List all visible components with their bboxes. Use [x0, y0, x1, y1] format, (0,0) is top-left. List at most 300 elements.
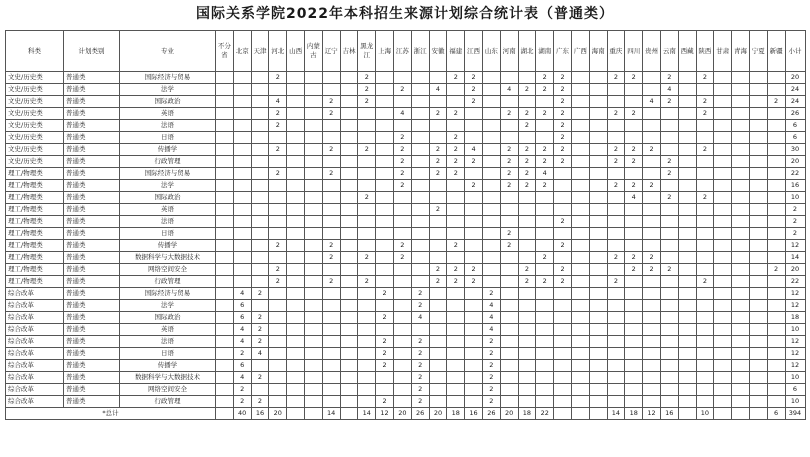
- cell-quota: [714, 348, 732, 360]
- cell-major: 行政管理: [120, 156, 216, 168]
- cell-quota: [429, 228, 447, 240]
- cell-quota: [393, 348, 411, 360]
- cell-quota: [589, 168, 607, 180]
- cell-quota: [376, 204, 394, 216]
- cell-quota: [465, 192, 483, 204]
- cell-quota: [482, 84, 500, 96]
- cell-quota: [678, 312, 696, 324]
- cell-quota: [589, 300, 607, 312]
- cell-subject: 文史/历史类: [6, 156, 64, 168]
- cell-quota: [678, 396, 696, 408]
- cell-quota: [322, 180, 340, 192]
- cell-quota: [304, 384, 322, 396]
- cell-quota: [358, 396, 376, 408]
- cell-quota: [233, 276, 251, 288]
- cell-quota: 2: [696, 276, 714, 288]
- cell-quota: [500, 252, 518, 264]
- cell-quota: [536, 96, 554, 108]
- cell-quota: 2: [482, 360, 500, 372]
- cell-quota: [660, 384, 678, 396]
- cell-quota: [233, 144, 251, 156]
- cell-quota: [322, 324, 340, 336]
- cell-quota: 2: [518, 180, 536, 192]
- cell-quota: [767, 180, 785, 192]
- cell-quota: [660, 300, 678, 312]
- cell-subject: 综合改革: [6, 372, 64, 384]
- cell-quota: 2: [447, 240, 465, 252]
- cell-quota: [732, 108, 750, 120]
- cell-quota: [340, 384, 358, 396]
- cell-quota: [447, 312, 465, 324]
- cell-quota: [767, 252, 785, 264]
- total-cell: 20: [393, 408, 411, 420]
- cell-quota: 2: [607, 180, 625, 192]
- cell-quota: [287, 372, 305, 384]
- cell-quota: [287, 324, 305, 336]
- total-cell: 22: [536, 408, 554, 420]
- table-row: [6, 168, 806, 180]
- cell-quota: [714, 192, 732, 204]
- cell-quota: [322, 192, 340, 204]
- cell-quota: [660, 348, 678, 360]
- table-row: [6, 276, 806, 288]
- cell-quota: 2: [518, 108, 536, 120]
- cell-quota: [625, 120, 643, 132]
- cell-quota: [589, 396, 607, 408]
- cell-quota: [216, 348, 234, 360]
- grand-total: 394: [785, 408, 805, 420]
- cell-quota: 4: [482, 300, 500, 312]
- cell-quota: [304, 96, 322, 108]
- cell-quota: [554, 396, 572, 408]
- cell-subtotal: 12: [785, 300, 805, 312]
- cell-quota: [536, 240, 554, 252]
- cell-quota: 2: [251, 312, 269, 324]
- cell-quota: 4: [625, 192, 643, 204]
- cell-quota: [216, 252, 234, 264]
- total-cell: [340, 408, 358, 420]
- cell-quota: [287, 240, 305, 252]
- cell-quota: [411, 120, 429, 132]
- cell-major: 行政管理: [120, 276, 216, 288]
- header-province: 新疆: [767, 31, 785, 72]
- header-province: 山东: [482, 31, 500, 72]
- cell-quota: 2: [482, 288, 500, 300]
- cell-quota: [304, 228, 322, 240]
- cell-quota: 2: [269, 72, 287, 84]
- cell-plan-type: 普通类: [64, 348, 120, 360]
- cell-quota: [625, 288, 643, 300]
- cell-quota: [696, 240, 714, 252]
- cell-quota: [376, 264, 394, 276]
- cell-quota: [660, 396, 678, 408]
- cell-plan-type: 普通类: [64, 372, 120, 384]
- cell-quota: [767, 204, 785, 216]
- cell-quota: 2: [233, 348, 251, 360]
- cell-quota: [678, 300, 696, 312]
- cell-quota: [233, 108, 251, 120]
- cell-quota: 4: [500, 84, 518, 96]
- cell-quota: [287, 348, 305, 360]
- cell-quota: [216, 168, 234, 180]
- cell-quota: [678, 108, 696, 120]
- cell-quota: [304, 168, 322, 180]
- cell-quota: [607, 84, 625, 96]
- cell-quota: [589, 264, 607, 276]
- table-row: [6, 228, 806, 240]
- table-row: [6, 252, 806, 264]
- cell-quota: [376, 240, 394, 252]
- cell-major: 英语: [120, 204, 216, 216]
- cell-quota: [465, 336, 483, 348]
- cell-subject: 理工/物理类: [6, 276, 64, 288]
- cell-subtotal: 2: [785, 228, 805, 240]
- cell-quota: [767, 360, 785, 372]
- cell-quota: 4: [482, 324, 500, 336]
- cell-quota: 2: [465, 156, 483, 168]
- cell-quota: [732, 96, 750, 108]
- cell-quota: [429, 300, 447, 312]
- total-row: [6, 408, 806, 420]
- cell-quota: [269, 228, 287, 240]
- cell-quota: [678, 144, 696, 156]
- header-province: 吉林: [340, 31, 358, 72]
- cell-quota: [660, 216, 678, 228]
- cell-quota: [429, 372, 447, 384]
- cell-quota: [714, 132, 732, 144]
- cell-quota: [732, 336, 750, 348]
- cell-quota: [643, 168, 661, 180]
- cell-quota: [393, 372, 411, 384]
- cell-subtotal: 6: [785, 384, 805, 396]
- cell-quota: [500, 96, 518, 108]
- cell-quota: [393, 72, 411, 84]
- cell-quota: [340, 72, 358, 84]
- cell-subject: 理工/物理类: [6, 240, 64, 252]
- cell-quota: [536, 228, 554, 240]
- cell-quota: [447, 396, 465, 408]
- total-cell: [571, 408, 589, 420]
- table-row: [6, 240, 806, 252]
- cell-quota: [411, 156, 429, 168]
- header-province: 黑龙江: [358, 31, 376, 72]
- cell-quota: [340, 192, 358, 204]
- cell-quota: 2: [233, 396, 251, 408]
- cell-quota: [376, 252, 394, 264]
- cell-quota: 2: [393, 180, 411, 192]
- cell-quota: [340, 180, 358, 192]
- cell-quota: 2: [429, 144, 447, 156]
- cell-plan-type: 普通类: [64, 396, 120, 408]
- cell-subject: 综合改革: [6, 384, 64, 396]
- cell-quota: [358, 300, 376, 312]
- cell-quota: [571, 72, 589, 84]
- cell-quota: 2: [660, 168, 678, 180]
- cell-quota: [749, 132, 767, 144]
- header-province: 陕西: [696, 31, 714, 72]
- cell-quota: [482, 276, 500, 288]
- total-cell: 18: [447, 408, 465, 420]
- cell-quota: [251, 84, 269, 96]
- cell-quota: [518, 360, 536, 372]
- cell-quota: [287, 360, 305, 372]
- cell-quota: [322, 348, 340, 360]
- cell-quota: [607, 348, 625, 360]
- cell-quota: [607, 132, 625, 144]
- cell-subtotal: 22: [785, 276, 805, 288]
- cell-quota: [571, 372, 589, 384]
- cell-quota: [696, 228, 714, 240]
- cell-major: 国际政治: [120, 192, 216, 204]
- cell-quota: [500, 132, 518, 144]
- cell-quota: [287, 204, 305, 216]
- cell-quota: [358, 288, 376, 300]
- cell-quota: 2: [536, 84, 554, 96]
- cell-quota: [251, 108, 269, 120]
- cell-quota: [678, 120, 696, 132]
- cell-quota: [714, 288, 732, 300]
- cell-quota: 2: [429, 168, 447, 180]
- cell-quota: [696, 156, 714, 168]
- cell-quota: [571, 324, 589, 336]
- cell-quota: [749, 204, 767, 216]
- cell-quota: [429, 72, 447, 84]
- cell-quota: [554, 204, 572, 216]
- cell-quota: [358, 324, 376, 336]
- cell-quota: [482, 204, 500, 216]
- cell-quota: [216, 156, 234, 168]
- cell-quota: [714, 360, 732, 372]
- cell-quota: [678, 264, 696, 276]
- cell-quota: [216, 240, 234, 252]
- cell-quota: [518, 384, 536, 396]
- cell-quota: [500, 276, 518, 288]
- cell-quota: 2: [500, 240, 518, 252]
- cell-quota: 2: [447, 156, 465, 168]
- cell-quota: [429, 216, 447, 228]
- cell-quota: [536, 120, 554, 132]
- cell-quota: [216, 264, 234, 276]
- cell-quota: [589, 132, 607, 144]
- cell-quota: [465, 240, 483, 252]
- total-cell: 14: [322, 408, 340, 420]
- cell-quota: [696, 300, 714, 312]
- cell-quota: [607, 96, 625, 108]
- cell-quota: [571, 396, 589, 408]
- cell-quota: [358, 336, 376, 348]
- cell-quota: [340, 336, 358, 348]
- cell-quota: [749, 120, 767, 132]
- cell-quota: [678, 216, 696, 228]
- cell-quota: [571, 360, 589, 372]
- cell-major: 法语: [120, 336, 216, 348]
- cell-quota: 2: [500, 144, 518, 156]
- cell-quota: [322, 384, 340, 396]
- cell-quota: [625, 384, 643, 396]
- cell-quota: 2: [696, 108, 714, 120]
- header-province: 辽宁: [322, 31, 340, 72]
- cell-quota: 2: [660, 192, 678, 204]
- cell-quota: [304, 108, 322, 120]
- cell-quota: [589, 312, 607, 324]
- cell-subject: 理工/物理类: [6, 252, 64, 264]
- cell-quota: 2: [660, 72, 678, 84]
- cell-quota: [216, 276, 234, 288]
- cell-quota: [482, 156, 500, 168]
- cell-quota: [393, 396, 411, 408]
- cell-quota: 2: [554, 276, 572, 288]
- cell-quota: [749, 192, 767, 204]
- cell-quota: [251, 72, 269, 84]
- cell-quota: [304, 372, 322, 384]
- cell-quota: [429, 120, 447, 132]
- cell-quota: [287, 228, 305, 240]
- cell-quota: 2: [767, 264, 785, 276]
- cell-quota: [216, 144, 234, 156]
- cell-quota: [393, 216, 411, 228]
- table-row: [6, 324, 806, 336]
- cell-quota: [411, 264, 429, 276]
- cell-quota: [216, 396, 234, 408]
- cell-quota: [714, 204, 732, 216]
- table-row: [6, 144, 806, 156]
- cell-quota: [269, 216, 287, 228]
- cell-quota: 2: [554, 144, 572, 156]
- cell-quota: [643, 156, 661, 168]
- cell-quota: [376, 168, 394, 180]
- cell-quota: [625, 348, 643, 360]
- cell-subject: 文史/历史类: [6, 84, 64, 96]
- cell-quota: [643, 336, 661, 348]
- cell-quota: [233, 84, 251, 96]
- cell-quota: [465, 288, 483, 300]
- cell-quota: [554, 180, 572, 192]
- cell-quota: [714, 96, 732, 108]
- cell-quota: [411, 252, 429, 264]
- cell-quota: [393, 384, 411, 396]
- cell-major: 网络空间安全: [120, 384, 216, 396]
- cell-quota: [251, 180, 269, 192]
- cell-quota: [269, 204, 287, 216]
- cell-quota: [607, 168, 625, 180]
- cell-quota: [304, 252, 322, 264]
- cell-quota: [411, 144, 429, 156]
- cell-quota: 2: [625, 72, 643, 84]
- cell-quota: [269, 384, 287, 396]
- cell-quota: [287, 96, 305, 108]
- cell-quota: [376, 276, 394, 288]
- cell-quota: 2: [554, 108, 572, 120]
- cell-quota: [554, 252, 572, 264]
- cell-quota: [732, 72, 750, 84]
- cell-subtotal: 12: [785, 360, 805, 372]
- cell-quota: [589, 240, 607, 252]
- cell-quota: [660, 132, 678, 144]
- cell-quota: [393, 264, 411, 276]
- cell-quota: [554, 348, 572, 360]
- cell-quota: [643, 360, 661, 372]
- cell-quota: [482, 252, 500, 264]
- cell-quota: [322, 336, 340, 348]
- cell-quota: 2: [465, 276, 483, 288]
- cell-plan-type: 普通类: [64, 324, 120, 336]
- cell-quota: 2: [376, 312, 394, 324]
- cell-quota: [269, 372, 287, 384]
- cell-quota: [536, 264, 554, 276]
- cell-quota: 2: [482, 384, 500, 396]
- cell-quota: [482, 144, 500, 156]
- cell-quota: 2: [269, 120, 287, 132]
- cell-quota: [571, 108, 589, 120]
- cell-subject: 文史/历史类: [6, 132, 64, 144]
- cell-quota: [482, 180, 500, 192]
- table-row: [6, 216, 806, 228]
- cell-plan-type: 普通类: [64, 156, 120, 168]
- cell-quota: [643, 396, 661, 408]
- cell-quota: [571, 96, 589, 108]
- header-province: 广东: [554, 31, 572, 72]
- cell-quota: 2: [625, 156, 643, 168]
- cell-plan-type: 普通类: [64, 108, 120, 120]
- cell-quota: [571, 384, 589, 396]
- cell-quota: [767, 228, 785, 240]
- cell-quota: 2: [643, 264, 661, 276]
- cell-quota: [696, 120, 714, 132]
- cell-quota: 6: [233, 300, 251, 312]
- cell-quota: 2: [500, 168, 518, 180]
- cell-quota: [589, 336, 607, 348]
- cell-quota: 2: [393, 252, 411, 264]
- cell-quota: 2: [393, 240, 411, 252]
- cell-quota: [678, 156, 696, 168]
- cell-quota: [429, 348, 447, 360]
- cell-quota: [714, 372, 732, 384]
- cell-quota: 2: [554, 240, 572, 252]
- cell-major: 日语: [120, 348, 216, 360]
- cell-quota: [571, 168, 589, 180]
- cell-quota: [767, 372, 785, 384]
- cell-quota: [732, 192, 750, 204]
- cell-quota: [589, 192, 607, 204]
- cell-quota: [251, 384, 269, 396]
- cell-quota: [625, 324, 643, 336]
- cell-quota: [714, 156, 732, 168]
- cell-quota: [536, 372, 554, 384]
- cell-quota: [465, 228, 483, 240]
- cell-quota: [304, 264, 322, 276]
- cell-quota: 2: [536, 180, 554, 192]
- cell-quota: [571, 252, 589, 264]
- cell-quota: [714, 336, 732, 348]
- cell-quota: [536, 288, 554, 300]
- cell-quota: [233, 192, 251, 204]
- cell-quota: 2: [696, 96, 714, 108]
- cell-quota: 2: [465, 72, 483, 84]
- cell-quota: [767, 156, 785, 168]
- cell-quota: [340, 204, 358, 216]
- cell-quota: [625, 300, 643, 312]
- cell-quota: [643, 120, 661, 132]
- cell-quota: [767, 288, 785, 300]
- cell-quota: [340, 156, 358, 168]
- cell-quota: [589, 156, 607, 168]
- cell-major: 传播学: [120, 144, 216, 156]
- cell-quota: [447, 384, 465, 396]
- cell-quota: [554, 192, 572, 204]
- cell-subject: 文史/历史类: [6, 144, 64, 156]
- cell-quota: [607, 288, 625, 300]
- cell-quota: [607, 360, 625, 372]
